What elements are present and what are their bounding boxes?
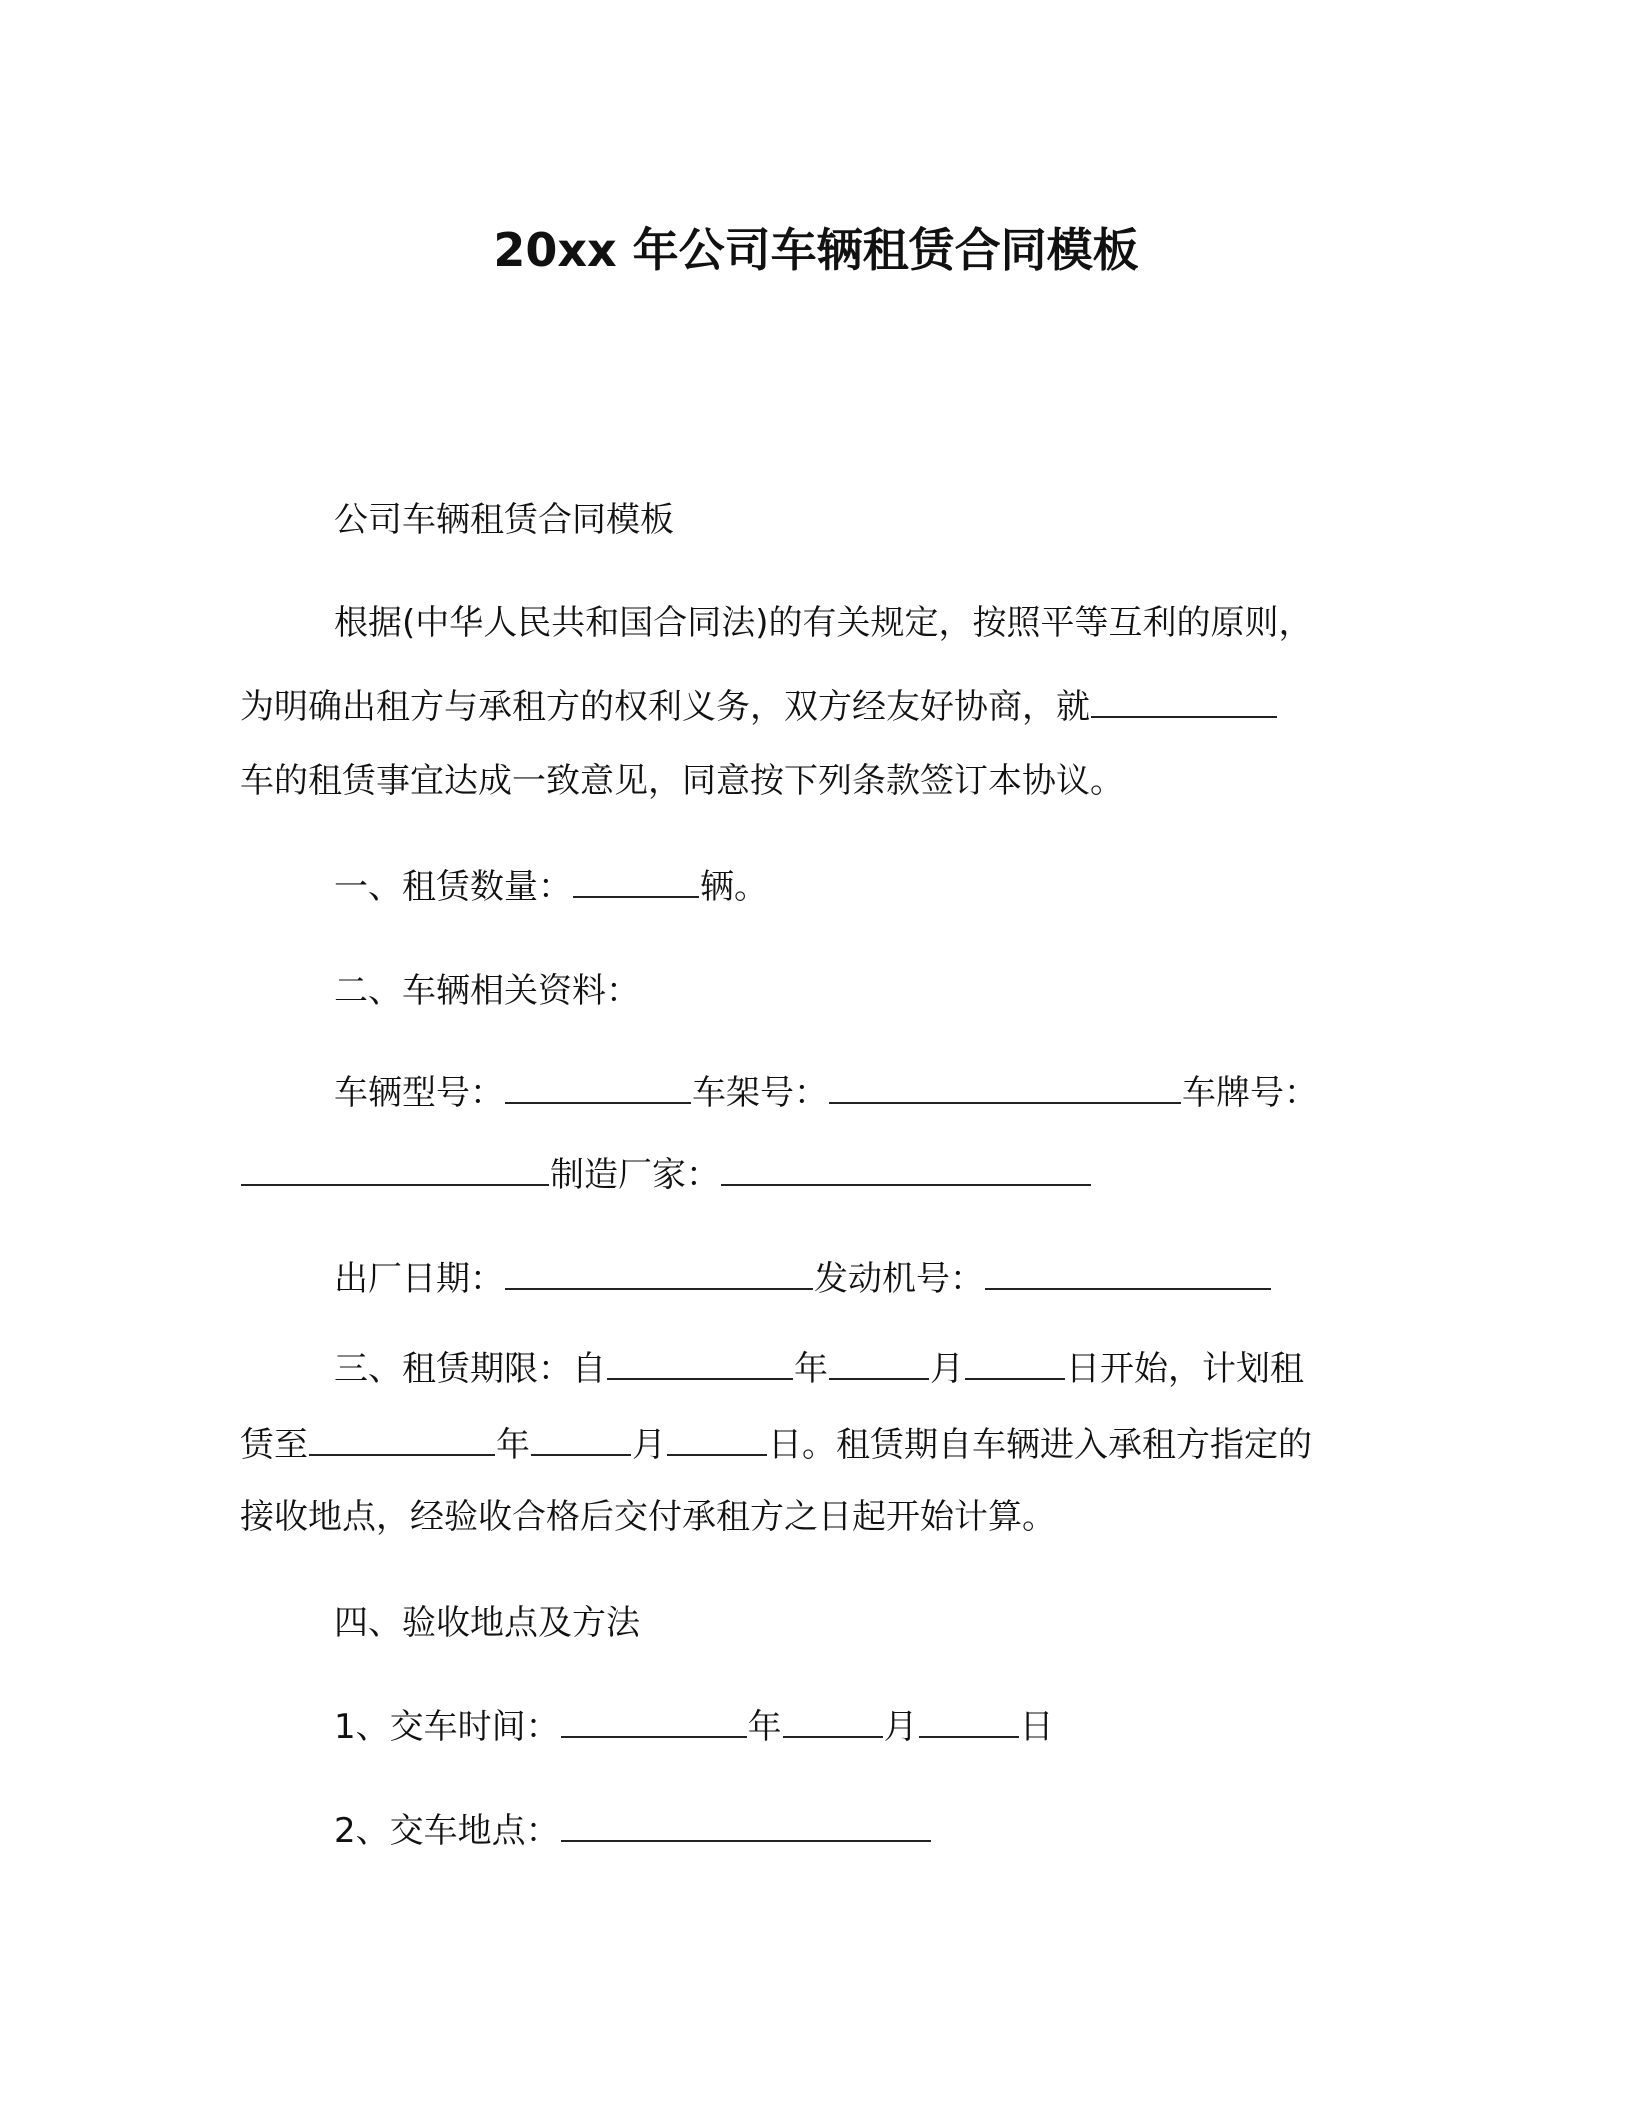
until-label: 赁至 [240,1425,308,1465]
factory-date-label: 出厂日期： [334,1259,504,1299]
delivery-place-line [334,1806,1494,1856]
delivery-day-label: 日 [1019,1707,1054,1747]
start-month-label: 月 [930,1349,964,1389]
blank-delivery-month [783,1706,883,1738]
blank-delivery-year [561,1706,747,1738]
blank-vehicle [1091,686,1277,718]
vehicle-model-label: 车辆型号： [334,1073,504,1113]
section-3-label: 三、租赁期限：自 [334,1349,606,1389]
vehicle-info-line-2 [240,1150,1400,1200]
section-1-unit: 辆。 [700,867,768,907]
blank-end-day [667,1424,767,1456]
vehicle-info-line-1 [334,1068,1494,1118]
blank-start-year [607,1348,793,1380]
section-1 [334,862,1494,912]
end-month-label: 月 [632,1425,666,1465]
delivery-time-line [334,1702,1494,1752]
section-2-heading: 二、车辆相关资料： [334,971,640,1011]
delivery-month-label: 月 [883,1707,918,1747]
blank-start-day [965,1348,1065,1380]
start-year-label: 年 [794,1349,828,1389]
blank-end-year [309,1424,495,1456]
frame-number-label: 车架号： [692,1073,828,1113]
blank-vehicle-model [505,1072,691,1104]
blank-delivery-place [561,1810,931,1842]
intro-line-3: 车的租赁事宜达成一致意见，同意按下列条款签订本协议。 [240,761,1124,801]
blank-frame-number [829,1072,1181,1104]
end-year-label: 年 [496,1425,530,1465]
section-3-line-1 [334,1344,1494,1394]
blank-plate-number [241,1154,549,1186]
blank-engine-number [985,1258,1271,1290]
blank-quantity [573,866,699,898]
document-title: 20xx 年公司车辆租赁合同模板 [493,223,1139,277]
delivery-year-label: 年 [747,1707,782,1747]
blank-end-month [531,1424,631,1456]
end-day-label: 日。租赁期自车辆进入承租方指定的 [768,1425,1312,1465]
blank-manufacturer [721,1154,1091,1186]
section-3-line-2 [240,1420,1400,1470]
intro-line-2-text: 为明确出租方与承租方的权利义务，双方经友好协商，就 [240,687,1090,727]
document-subtitle: 公司车辆租赁合同模板 [334,500,674,540]
section-3-line-3: 接收地点，经验收合格后交付承租方之日起开始计算。 [240,1497,1056,1537]
blank-start-month [829,1348,929,1380]
engine-number-label: 发动机号： [814,1259,984,1299]
manufacturer-label: 制造厂家： [550,1155,720,1195]
section-1-label: 一、租赁数量： [334,867,572,907]
blank-factory-date [505,1258,813,1290]
intro-line-1: 根据(中华人民共和国合同法)的有关规定，按照平等互利的原则， [334,603,1313,643]
vehicle-info-line-3 [334,1254,1494,1304]
intro-line-2 [240,682,1400,732]
plate-number-label: 车牌号： [1182,1073,1318,1113]
start-day-label: 日开始，计划租 [1066,1349,1304,1389]
section-4-heading: 四、验收地点及方法 [334,1603,640,1643]
blank-delivery-day [919,1706,1019,1738]
delivery-place-label: 2、交车地点： [334,1811,560,1851]
delivery-time-label: 1、交车时间： [334,1707,560,1747]
